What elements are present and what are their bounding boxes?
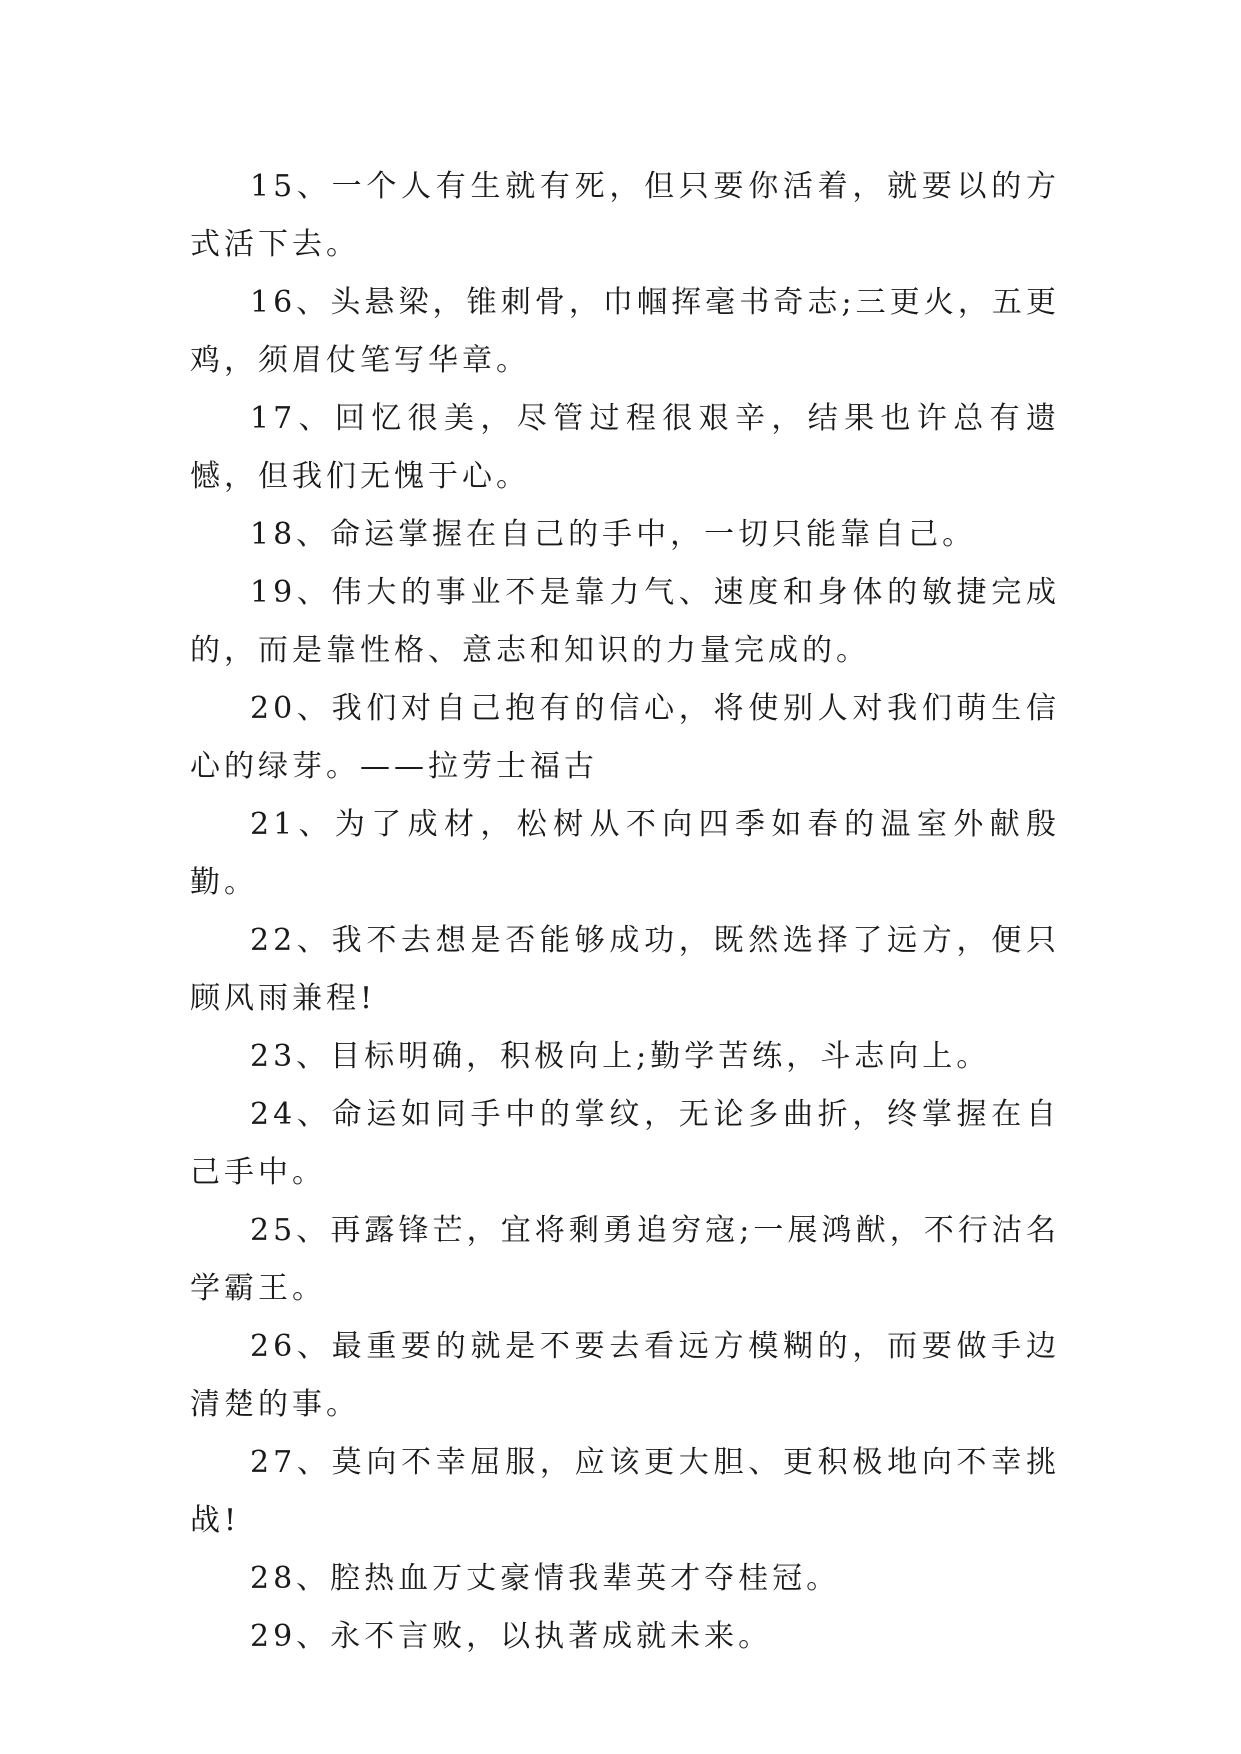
paragraph-15: 15、一个人有生就有死，但只要你活着，就要以的方式活下去。	[190, 169, 1060, 262]
paragraph-20: 20、我们对自己抱有的信心，将使别人对我们萌生信心的绿芽。——拉劳士福古	[190, 691, 1060, 784]
paragraph-26: 26、最重要的就是不要去看远方模糊的，而要做手边清楚的事。	[190, 1329, 1060, 1422]
paragraph-21: 21、为了成材，松树从不向四季如春的温室外献殷勤。	[190, 807, 1060, 900]
paragraph-29: 29、永不言败，以执著成就未来。	[250, 1619, 773, 1654]
paragraph-27: 27、莫向不幸屈服，应该更大胆、更积极地向不幸挑战!	[190, 1445, 1060, 1538]
paragraph-28: 28、腔热血万丈豪情我辈英才夺桂冠。	[250, 1561, 841, 1596]
paragraph-24: 24、命运如同手中的掌纹，无论多曲折，终掌握在自己手中。	[190, 1097, 1060, 1190]
paragraph-22: 22、我不去想是否能够成功，既然选择了远方，便只顾风雨兼程!	[190, 923, 1060, 1016]
paragraph-16: 16、头悬梁，锥刺骨，巾帼挥毫书奇志;三更火，五更鸡，须眉仗笔写华章。	[190, 285, 1060, 378]
paragraph-17: 17、回忆很美，尽管过程很艰辛，结果也许总有遗憾，但我们无愧于心。	[190, 401, 1060, 494]
document-body	[190, 158, 1060, 1666]
paragraph-25: 25、再露锋芒，宜将剩勇追穷寇;一展鸿猷，不行沽名学霸王。	[190, 1213, 1060, 1306]
paragraph-18: 18、命运掌握在自己的手中，一切只能靠自己。	[250, 517, 977, 552]
paragraph-19: 19、伟大的事业不是靠力气、速度和身体的敏捷完成的，而是靠性格、意志和知识的力量完成的。	[190, 575, 1060, 668]
paragraph-23: 23、目标明确，积极向上;勤学苦练，斗志向上。	[250, 1039, 991, 1074]
